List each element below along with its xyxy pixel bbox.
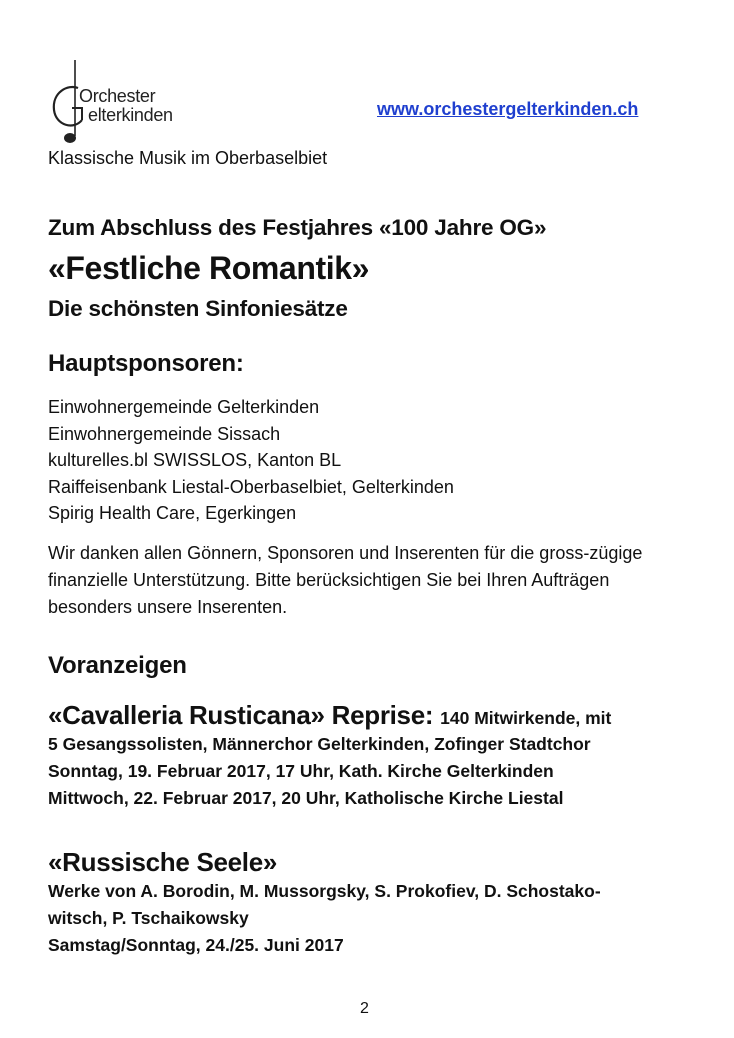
sponsor-item: Einwohnergemeinde Sissach [48, 423, 281, 444]
sponsor-item: Raiffeisenbank Liestal-Oberbaselbiet, Gelterkinden [48, 476, 454, 497]
page-number: 2 [360, 1000, 369, 1017]
event-title-suffix: 140 Mitwirkende, mit [440, 708, 612, 728]
logo-text-gelterkinden: elterkinden [88, 105, 173, 125]
event-detail-line: Samstag/Sonntag, 24./25. Juni 2017 [48, 935, 344, 955]
announcements-heading: Voranzeigen [48, 652, 187, 679]
logo-text-orchester: Orchester [79, 86, 156, 106]
event-title: «Cavalleria Rusticana» Reprise: [48, 700, 434, 730]
title-pre: Zum Abschluss des Festjahres «100 Jahre OG» [48, 215, 547, 240]
event-detail-line: 5 Gesangssolisten, Männerchor Gelterkinden, Zofinger Stadtchor [48, 734, 591, 754]
website-link[interactable]: www.orchestergelterkinden.ch [377, 99, 639, 119]
sponsor-list [48, 394, 454, 527]
event-detail-line: Mittwoch, 22. Februar 2017, 20 Uhr, Katholische Kirche Liestal [48, 788, 564, 808]
tagline: Klassische Musik im Oberbaselbiet [48, 148, 328, 168]
event-detail-line: witsch, P. Tschaikowsky [48, 908, 249, 928]
event-title: «Russische Seele» [48, 847, 278, 877]
sponsor-item: Einwohnergemeinde Gelterkinden [48, 397, 320, 417]
event-detail-line: Sonntag, 19. Februar 2017, 17 Uhr, Kath. Kirche Gelterkinden [48, 761, 554, 781]
sponsor-item: Spirig Health Care, Egerkingen [48, 503, 297, 523]
orchestra-logo [48, 58, 218, 144]
thanks-paragraph: Wir danken allen Gönnern, Sponsoren und Inserenten für die gross-zügige finanzielle Unterstützung. Bitte berücksichtigen Sie bei Ihren Aufträgen besonders unsere Inserenten. [48, 543, 643, 617]
event-title-row [48, 700, 611, 731]
event-detail-line: Werke von A. Borodin, M. Mussorgsky, S. Prokofiev, D. Schostako- [48, 881, 601, 901]
event-cavalleria [48, 700, 611, 812]
sponsors-heading: Hauptsponsoren: [48, 350, 244, 377]
sponsor-item: kulturelles.bl SWISSLOS, Kanton BL [48, 450, 342, 470]
title-sub: Die schönsten Sinfoniesätze [48, 296, 348, 321]
event-russische-seele [48, 847, 601, 959]
title-main: «Festliche Romantik» [48, 250, 370, 286]
